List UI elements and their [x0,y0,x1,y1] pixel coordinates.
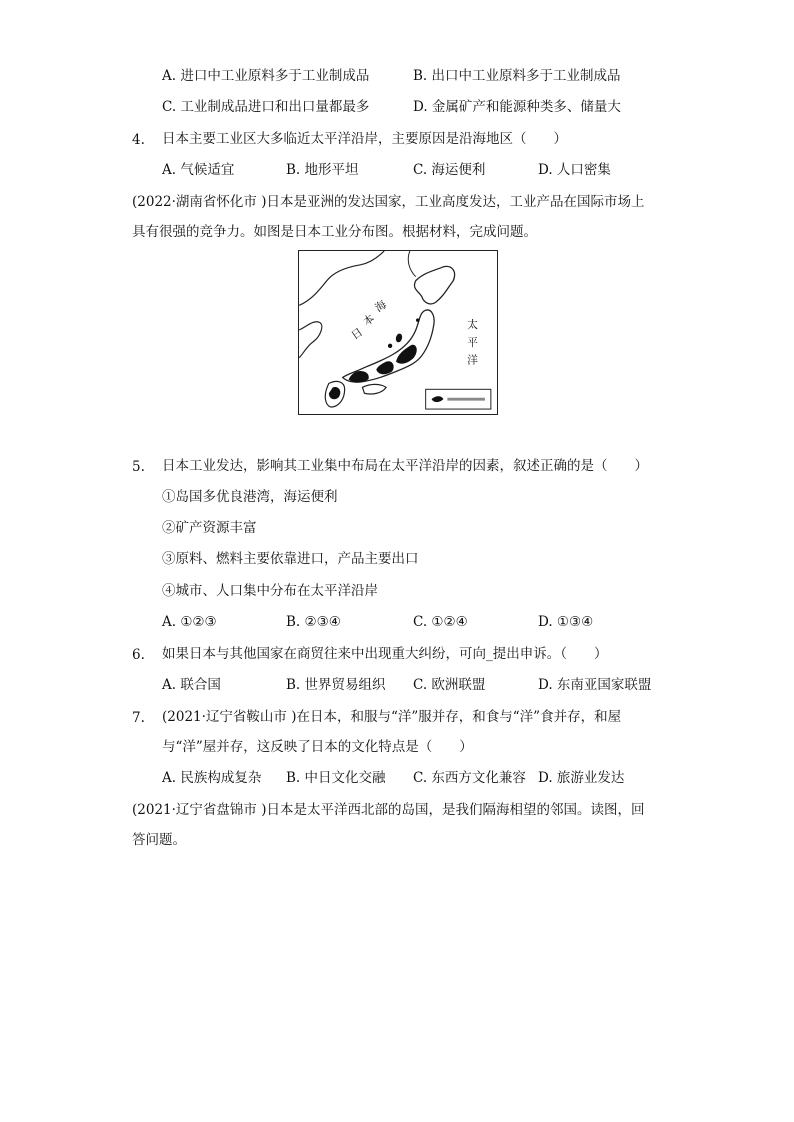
material2-line2: 答问题。 [132,832,186,848]
q5-option-b: B. ②③④ [286,614,341,630]
map-graphic [299,251,497,414]
q4-stem: 日本主要工业区大多临近太平洋沿岸，主要原因是沿海地区（ ） [162,131,567,147]
material2-line1: (2021·辽宁省盘锦市 )日本是太平洋西北部的岛国，是我们隔海相望的邻国。读图，回 [132,802,645,818]
industrial-zone-north [396,334,402,343]
sea-label-left-2: 本 [360,311,378,329]
q3-option-c: C. 工业制成品进口和出口量都最多 [162,99,370,115]
q6-number: 6. [132,647,145,663]
material1-line2: 具有很强的竞争力。如图是日本工业分布图。根据材料，完成问题。 [132,224,537,240]
q5-statement-1: ①岛国多优良港湾，海运便利 [162,489,338,505]
q7-option-d: D. 旅游业发达 [538,770,625,786]
q3-option-b: B. 出口中工业原料多于工业制成品 [413,68,621,84]
sea-label-right-2: 平 [467,335,479,349]
sea-label-left-3: 海 [372,297,389,315]
q5-statement-3: ③原料、燃料主要依靠进口，产品主要出口 [162,551,419,567]
sea-label-right-1: 太 [467,318,479,332]
q5-option-a: A. ①②③ [162,614,217,630]
q6-option-d: D. 东南亚国家联盟 [538,677,652,693]
japan-industry-map [298,250,498,415]
q5-stem: 日本工业发达，影响其工业集中布局在太平洋沿岸的因素，叙述正确的是（ ） [162,458,648,474]
q7-line1: (2021·辽宁省鞍山市 )在日本，和服与“洋”服并存，和食与“洋”食并存，和屋 [162,709,622,725]
q5-option-c: C. ①②④ [413,614,468,630]
q6-option-b: B. 世界贸易组织 [286,677,386,693]
q4-option-c: C. 海运便利 [413,162,486,178]
q5-option-d: D. ①③④ [538,614,594,630]
sea-label-left-1: 日 [348,325,366,343]
sea-label-right-3: 洋 [467,353,479,367]
material1-line1: (2022·湖南省怀化市 )日本是亚洲的发达国家，工业高度发达，工业产品在国际市场上 [132,194,645,210]
q4-number: 4. [132,132,145,148]
mainland-coast [299,251,384,305]
hokkaido-island [414,266,454,304]
industrial-dot [416,318,420,322]
q6-stem: 如果日本与其他国家在商贸往来中出现重大纠纷，可向_提出申诉。（ ） [162,646,608,662]
korea-coast [299,322,322,358]
q7-line2: 与“洋”屋并存，这反映了日本的文化特点是（ ） [162,739,473,755]
q4-option-b: B. 地形平坦 [286,162,359,178]
shikoku-island [362,384,386,394]
q7-option-a: A. 民族构成复杂 [162,770,262,786]
q6-option-a: A. 联合国 [162,677,221,693]
q3-option-d: D. 金属矿产和能源种类多、储量大 [413,99,621,115]
q7-option-b: B. 中日文化交融 [286,770,386,786]
q5-statement-4: ④城市、人口集中分布在太平洋沿岸 [162,583,378,599]
q4-option-a: A. 气候适宜 [162,162,235,178]
q4-option-d: D. 人口密集 [538,162,611,178]
q7-number: 7. [132,710,145,726]
q5-number: 5. [132,459,145,475]
q6-option-c: C. 欧洲联盟 [413,677,486,693]
sakhalin-coast [408,251,416,277]
q7-option-c: C. 东西方文化兼容 [413,770,526,786]
industrial-dot [388,344,392,348]
q5-statement-2: ②矿产资源丰富 [162,520,257,536]
q3-option-a: A. 进口中工业原料多于工业制成品 [162,68,370,84]
